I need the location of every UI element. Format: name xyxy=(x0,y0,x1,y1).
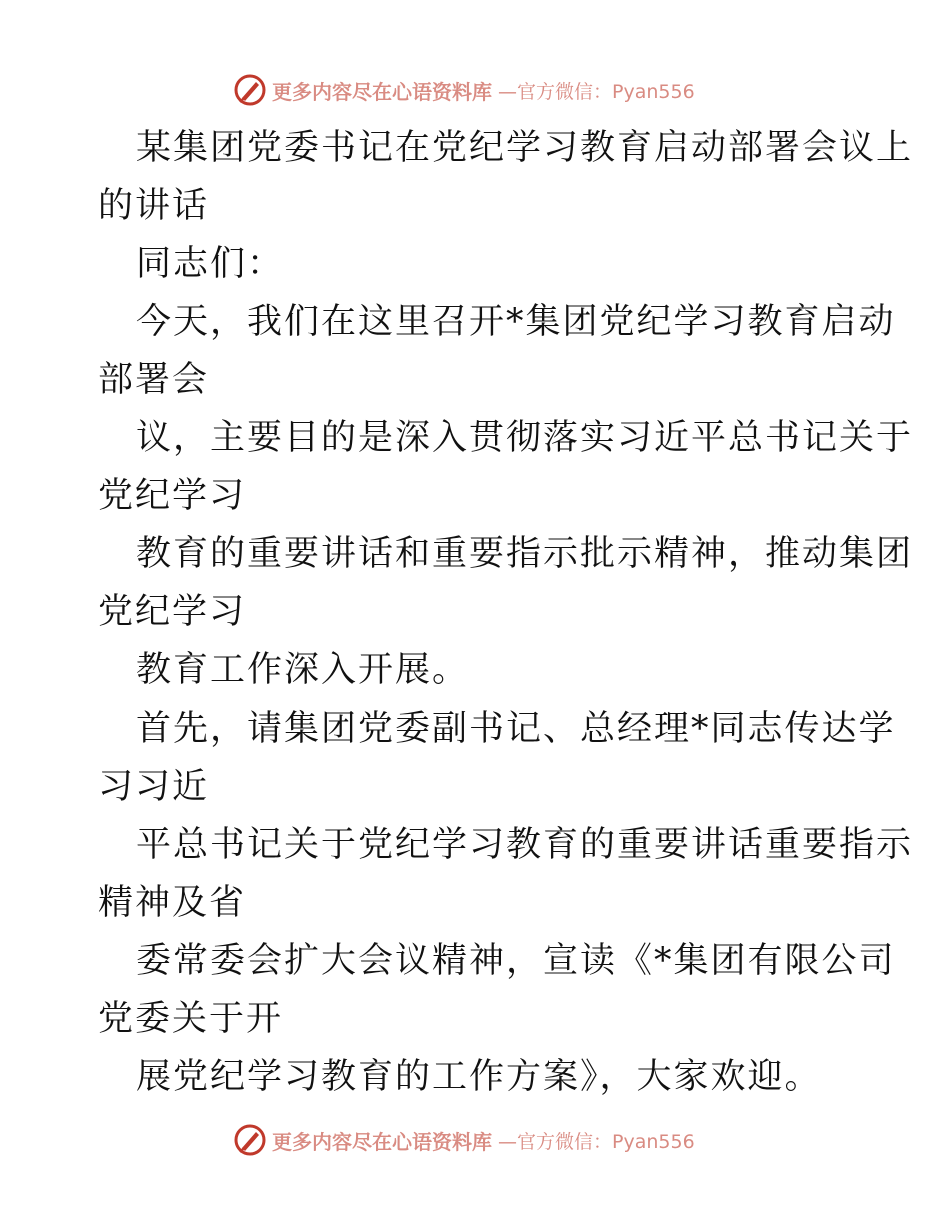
watermark-main-text: 更多内容尽在心语资料库 xyxy=(272,1129,492,1154)
footer-watermark xyxy=(232,1120,695,1160)
paragraph-line: 首先，请集团党委副书记、总经理*同志传达学 xyxy=(136,709,896,749)
paragraph-line: 党委关于开 xyxy=(98,999,284,1039)
paragraph-line: 党纪学习 xyxy=(98,476,247,516)
paragraph-line: 今天，我们在这里召开*集团党纪学习教育启动 xyxy=(136,302,896,342)
paragraph-line: 习习近 xyxy=(98,767,210,807)
watermark-main-text: 更多内容尽在心语资料库 xyxy=(272,79,492,104)
paragraph-line: 展党纪学习教育的工作方案》，大家欢迎。 xyxy=(136,1057,822,1097)
salutation: 同志们： xyxy=(136,244,285,284)
paragraph-line: 精神及省 xyxy=(98,883,247,923)
quill-logo-icon xyxy=(232,72,268,108)
header-watermark xyxy=(232,70,695,110)
paragraph-line: 教育的重要讲话和重要指示批示精神，推动集团 xyxy=(136,534,914,574)
paragraph-line: 党纪学习 xyxy=(98,592,247,632)
paragraph-line: 平总书记关于党纪学习教育的重要讲话重要指示 xyxy=(136,825,914,865)
watermark-wechat-text: —官方微信：Pyan556 xyxy=(498,80,695,103)
quill-logo-icon xyxy=(232,1122,268,1158)
title-line: 的讲话 xyxy=(98,186,210,226)
watermark-wechat-text: —官方微信：Pyan556 xyxy=(498,1130,695,1153)
paragraph-line: 部署会 xyxy=(98,360,210,400)
paragraph-line: 教育工作深入开展。 xyxy=(136,650,470,690)
paragraph-line: 议，主要目的是深入贯彻落实习近平总书记关于 xyxy=(136,418,914,458)
title-line: 某集团党委书记在党纪学习教育启动部署会议上 xyxy=(136,128,914,168)
paragraph-line: 委常委会扩大会议精神，宣读《*集团有限公司 xyxy=(136,941,896,981)
